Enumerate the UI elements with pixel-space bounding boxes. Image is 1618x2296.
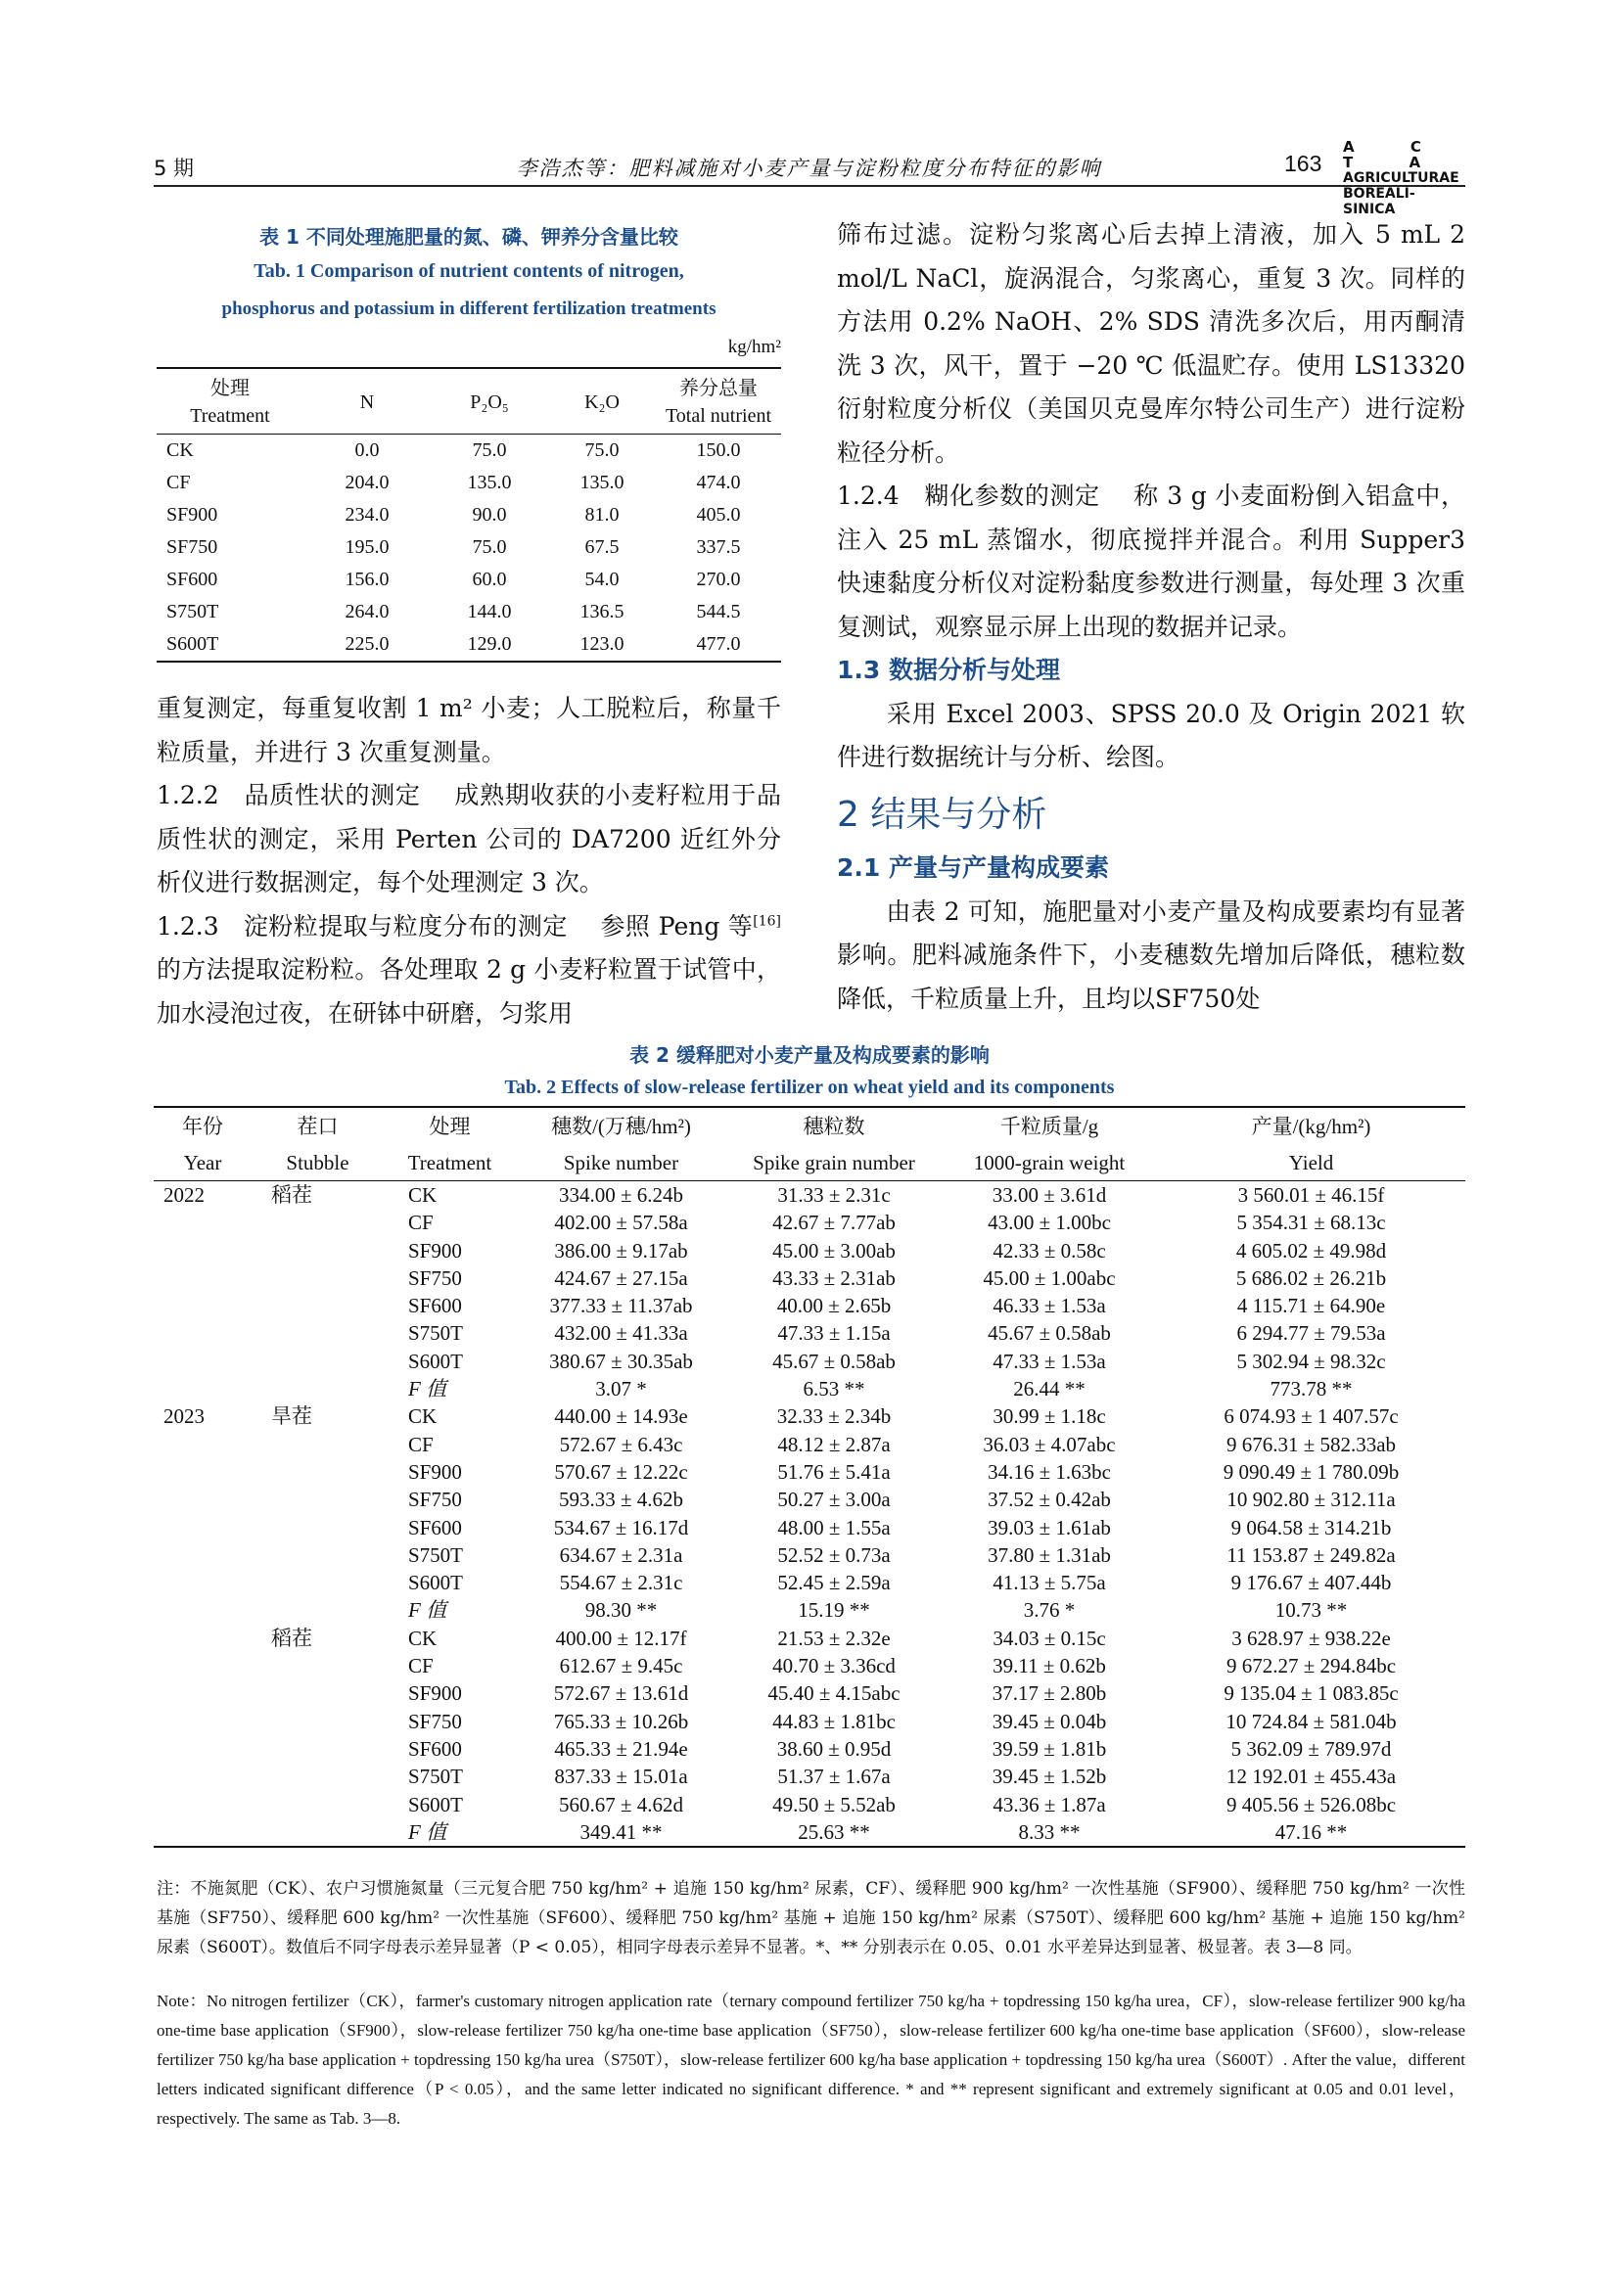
table2-cell <box>154 1486 252 1513</box>
table1-row <box>157 467 781 499</box>
table2-row <box>154 1625 1465 1652</box>
table2-cell: CF <box>408 1211 434 1235</box>
section-1-2-2 <box>157 774 781 905</box>
left-column-text <box>157 687 781 1035</box>
table2-header-spike-grain-en: Spike grain number <box>753 1151 915 1174</box>
table1-row <box>157 628 781 662</box>
table2-cell: 52.45 ± 2.59a <box>777 1571 891 1595</box>
table2-header-yield-en: Yield <box>1288 1151 1334 1174</box>
table2-cell <box>252 1791 384 1818</box>
table2-cell: 47.16 ** <box>1274 1819 1348 1844</box>
table2-header-row-en <box>154 1144 1465 1181</box>
table2-cell: 15.19 ** <box>798 1598 870 1623</box>
table1-cell: 225.0 <box>345 633 390 655</box>
table1-cell: 234.0 <box>345 504 390 526</box>
table2-cell: 432.00 ± 41.33a <box>554 1321 688 1346</box>
table2-cell: 37.52 ± 0.42ab <box>988 1488 1111 1512</box>
table2-cell: 2023 <box>163 1404 205 1429</box>
table1-cell: 405.0 <box>696 504 741 526</box>
table2-cell: F 值 <box>408 1819 447 1844</box>
table2-cell: 32.33 ± 2.34b <box>776 1404 892 1429</box>
table2-cell: 5 302.94 ± 98.32c <box>1236 1349 1386 1373</box>
table1-cell: S750T <box>166 601 219 622</box>
table2-row <box>154 1375 1465 1402</box>
running-title: 李浩杰等：肥料减施对小麦产量与淀粉粒度分布特征的影响 <box>516 157 1102 180</box>
table2-cell: 634.67 ± 2.31a <box>559 1542 683 1567</box>
table1-cell: 135.0 <box>579 472 624 493</box>
table2-cell: 554.67 ± 2.31c <box>559 1571 683 1595</box>
table1-cell: 270.0 <box>696 569 741 590</box>
table2-cell: SF900 <box>408 1681 462 1706</box>
table2-row <box>154 1209 1465 1236</box>
section-body: 称 3 g 小麦面粉倒入铝盒中，注入 25 mL 蒸馏水，彻底搅拌并混合。利用 Supper3 快速黏度分析仪对淀粉黏度参数进行测量，每处理 3 次重复测试，观察显示屏上出现的数据并记录。 <box>837 482 1465 641</box>
table2-cell: 402.00 ± 57.58a <box>554 1211 688 1235</box>
table2-cell <box>252 1209 384 1236</box>
table2-cell: 44.83 ± 1.81bc <box>772 1709 896 1733</box>
table2-cell <box>252 1237 384 1264</box>
table1-header-total: 养分总量 Total nutrient <box>665 378 772 427</box>
table2-cell <box>252 1569 384 1596</box>
journal-logo <box>1343 139 1460 217</box>
table2-cell <box>154 1652 252 1679</box>
table2-header-spike-number-en: Spike number <box>563 1151 679 1174</box>
table2-cell: 10 902.80 ± 312.11a <box>1226 1488 1396 1512</box>
section-body: 参照 Peng 等 <box>600 911 754 941</box>
table2 <box>154 1106 1465 1848</box>
table2-cell: 612.67 ± 9.45c <box>559 1654 683 1678</box>
table2-cell <box>252 1458 384 1486</box>
right-column-text <box>837 213 1465 1021</box>
table1-cell: 337.5 <box>696 536 741 558</box>
table1-caption-cn: 表 1 不同处理施肥量的氮、磷、钾养分含量比较 <box>259 225 678 249</box>
table2-cell: 45.67 ± 0.58ab <box>988 1321 1111 1346</box>
table2-cell: 37.80 ± 1.31ab <box>988 1542 1111 1567</box>
table2-cell: 773.78 ** <box>1270 1377 1353 1401</box>
table2-header-treatment-cn: 处理 <box>429 1115 471 1138</box>
table1-header-k2o: K₂O <box>584 391 620 413</box>
table1-cell: 136.5 <box>579 601 624 622</box>
table2-cell: 40.70 ± 3.36cd <box>772 1654 896 1678</box>
citation-ref: [16] <box>753 913 781 930</box>
issue-number: 5 期 <box>154 157 195 180</box>
table2-cell: 34.16 ± 1.63bc <box>988 1459 1111 1484</box>
table2-cell <box>252 1679 384 1707</box>
table1-cell: 75.0 <box>472 439 507 461</box>
table1-caption-en-1: Tab. 1 Comparison of nutrient contents of nitrogen, <box>254 260 684 282</box>
table2-cell: 9 135.04 ± 1 083.85c <box>1224 1681 1399 1706</box>
table2-cell: 46.33 ± 1.53a <box>993 1294 1106 1318</box>
table2-cell <box>252 1348 384 1375</box>
table2-cell: 349.41 ** <box>579 1819 663 1844</box>
table2-cell <box>154 1763 252 1790</box>
table2-cell: 48.00 ± 1.55a <box>777 1515 891 1539</box>
table2-cell: 377.33 ± 11.37ab <box>549 1294 693 1318</box>
table2-cell: 30.99 ± 1.18c <box>993 1404 1106 1429</box>
table2-cell <box>252 1431 384 1458</box>
table2-cell: 45.00 ± 1.00abc <box>983 1265 1116 1290</box>
table2-cell: 9 676.31 ± 582.33ab <box>1225 1432 1397 1456</box>
table2-header-year-cn: 年份 <box>182 1115 223 1138</box>
table2-cell: SF750 <box>408 1709 462 1733</box>
table2-cell <box>252 1708 384 1735</box>
table2-cell: 45.40 ± 4.15abc <box>767 1681 901 1706</box>
table2-cell: S600T <box>408 1349 464 1373</box>
table1-cell: 156.0 <box>345 569 390 590</box>
section-title: 淀粉粒提取与粒度分布的测定 <box>243 911 568 941</box>
table2-caption-cn: 表 2 缓释肥对小麦产量及构成要素的影响 <box>629 1043 990 1067</box>
table2-cell: 6 074.93 ± 1 407.57c <box>1224 1404 1399 1429</box>
table2-header-yield-cn: 产量/(kg/hm²) <box>1251 1115 1371 1138</box>
table2-row <box>154 1264 1465 1292</box>
table2-note-cn: 注：不施氮肥（CK）、农户习惯施氮量（三元复合肥 750 kg/hm² + 追施 150 kg/hm² 尿素，CF）、缓释肥 900 kg/hm² 一次性基施（SF900）、缓释肥 750 kg/hm² 一次性基施（SF750）、缓释肥 600 kg/hm² 一次性基施（SF600）、缓释肥 750 kg/hm² 基施 + 追施 150 kg/hm² 尿素（S750T）、缓释肥 600 kg/hm² 基施 + 追施 150 kg/hm² 尿素（S600T）。数值后不同字母表示差异显著（P < 0.05），相同字母表示差异不显著。*、** 分别表示在 0.05、0.01 水平差异达到显著、极显著。表 3—8 同。 <box>157 1879 1465 1957</box>
table1-cell: 135.0 <box>467 472 512 493</box>
table2-cell: 334.00 ± 6.24b <box>558 1183 684 1207</box>
table2-cell: S750T <box>408 1321 464 1346</box>
paragraph-yield: 由表 2 可知，施肥量对小麦产量及构成要素均有显著影响。肥料减施条件下，小麦穗数先增加后降低，穗粒数降低，千粒质量上升，且均以SF750处 <box>837 896 1465 1013</box>
table1-cell: 54.0 <box>584 569 620 590</box>
table2-cell: SF750 <box>408 1488 462 1512</box>
table2-row <box>154 1735 1465 1763</box>
table2-cell: 37.17 ± 2.80b <box>992 1681 1107 1706</box>
table2-cell: SF900 <box>408 1459 462 1484</box>
heading-2-1: 2.1 产量与产量构成要素 <box>837 853 1109 882</box>
table1-cell: 195.0 <box>345 536 390 558</box>
table1-cell: 0.0 <box>354 439 380 461</box>
table1-cell: 144.0 <box>467 601 512 622</box>
table2-cell: 33.00 ± 3.61d <box>992 1183 1107 1207</box>
table2-row <box>154 1791 1465 1818</box>
table2-cell <box>154 1292 252 1319</box>
table2-cell <box>154 1791 252 1818</box>
table2-cell: 386.00 ± 9.17ab <box>554 1238 688 1263</box>
table2-cell: 42.67 ± 7.77ab <box>772 1211 896 1235</box>
logo-line-2: AGRICULTURAE <box>1343 170 1459 186</box>
table1-header-n: N <box>359 391 375 413</box>
table2-cell <box>252 1486 384 1513</box>
header-rule <box>154 185 1465 187</box>
table2-cell: 4 605.02 ± 49.98d <box>1235 1238 1387 1263</box>
table1-cell: SF900 <box>166 504 218 526</box>
table2-cell: 41.13 ± 5.75a <box>993 1571 1106 1595</box>
table2-cell <box>252 1596 384 1624</box>
table2-cell: 572.67 ± 13.61d <box>553 1681 689 1706</box>
table2-cell: 45.00 ± 3.00ab <box>772 1238 896 1263</box>
heading-2: 2 结果与分析 <box>837 794 1047 835</box>
table1-cell: SF750 <box>166 536 218 558</box>
table1-header-treatment: 处理 Treatment <box>190 378 270 427</box>
table1-cell: S600T <box>166 633 219 655</box>
section-body-cont: 的方法提取淀粉粒。各处理取 2 g 小麦籽粒置于试管中，加水浸泡过夜，在研钵中研磨，匀浆用 <box>157 955 781 1028</box>
section-1-2-4 <box>837 475 1465 649</box>
table2-cell: 98.30 ** <box>584 1598 658 1623</box>
table2-row <box>154 1569 1465 1596</box>
table2-cell <box>154 1237 252 1264</box>
table2-cell: SF750 <box>408 1265 462 1290</box>
table2-row <box>154 1486 1465 1513</box>
table2-cell: 39.45 ± 0.04b <box>992 1709 1107 1733</box>
table2-cell: 5 686.02 ± 26.21b <box>1235 1265 1387 1290</box>
table2-header-grain-weight-cn: 千粒质量/g <box>999 1115 1099 1138</box>
table2-cell: 10.73 ** <box>1274 1598 1348 1623</box>
table2-cell: CK <box>408 1404 438 1429</box>
table2-row <box>154 1181 1465 1210</box>
table2-cell <box>154 1569 252 1596</box>
table2-cell: 465.33 ± 21.94e <box>554 1736 688 1761</box>
table2-cell: 43.33 ± 2.31ab <box>772 1265 896 1290</box>
table2-cell: 3.07 * <box>595 1377 647 1401</box>
table2-cell: 765.33 ± 10.26b <box>553 1709 689 1733</box>
table2-row <box>154 1348 1465 1375</box>
table1-cell: 75.0 <box>584 439 620 461</box>
table2-cell: 12 192.01 ± 455.43a <box>1225 1765 1397 1789</box>
table2-cell: 40.00 ± 2.65b <box>776 1294 892 1318</box>
table2-row <box>154 1679 1465 1707</box>
paragraph-repeat-measure: 重复测定，每重复收割 1 m² 小麦；人工脱粒后，称量千粒质量，并进行 3 次重复测量。 <box>157 694 781 766</box>
section-number: 1.2.3 <box>157 911 219 941</box>
table2-cell: SF900 <box>408 1238 462 1263</box>
table2-cell <box>154 1708 252 1735</box>
logo-line-3: BOREALI-SINICA <box>1343 186 1415 217</box>
table2-row <box>154 1763 1465 1790</box>
table2-cell <box>252 1541 384 1569</box>
table2-cell <box>252 1652 384 1679</box>
table2-cell: SF600 <box>408 1294 462 1318</box>
table1-cell: 123.0 <box>579 633 624 655</box>
table2-cell <box>252 1735 384 1763</box>
section-title: 糊化参数的测定 <box>924 482 1100 510</box>
table2-cell: 10 724.84 ± 581.04b <box>1225 1709 1397 1733</box>
table2-row <box>154 1237 1465 1264</box>
table2-cell <box>154 1264 252 1292</box>
table2-cell: 572.67 ± 6.43c <box>559 1432 683 1456</box>
table2-cell: CK <box>408 1626 438 1650</box>
table1-cell: 75.0 <box>472 536 507 558</box>
table1-row <box>157 435 781 468</box>
table2-cell: F 值 <box>408 1598 447 1623</box>
section-1-2-3 <box>157 905 781 1036</box>
table2-cell <box>154 1431 252 1458</box>
table2-cell: 31.33 ± 2.31c <box>777 1183 891 1207</box>
table2-cell: SF600 <box>408 1515 462 1539</box>
table2-header-spike-grain-cn: 穗粒数 <box>803 1115 865 1138</box>
table2-cell: 38.60 ± 0.95d <box>776 1736 892 1761</box>
table2-cell: 593.33 ± 4.62b <box>558 1488 684 1512</box>
table1-cell: CF <box>166 472 191 493</box>
table2-row <box>154 1596 1465 1624</box>
table1-row <box>157 531 781 564</box>
table2-cell: 4 115.71 ± 64.90e <box>1236 1294 1386 1318</box>
table1-cell: 81.0 <box>584 504 620 526</box>
table2-cell <box>154 1596 252 1624</box>
table1-cell: 477.0 <box>696 633 741 655</box>
table2-cell <box>154 1348 252 1375</box>
table2-header-year-en: Year <box>183 1151 222 1174</box>
table2-header-grain-weight-en: 1000-grain weight <box>973 1151 1126 1174</box>
table2-header-row-cn <box>154 1107 1465 1144</box>
table2-cell: 39.03 ± 1.61ab <box>988 1515 1111 1539</box>
table2-cell: CF <box>408 1432 434 1456</box>
table2-cell: 48.12 ± 2.87a <box>777 1432 891 1456</box>
table1-cell: 474.0 <box>696 472 741 493</box>
table2-cell <box>252 1818 384 1847</box>
table2-cell: 2022 <box>163 1183 205 1207</box>
table2-row <box>154 1458 1465 1486</box>
page-number: 163 <box>1284 151 1322 176</box>
table1-cell: 204.0 <box>345 472 390 493</box>
table2-cell: 25.63 ** <box>798 1819 870 1844</box>
table2-cell: 9 090.49 ± 1 780.09b <box>1223 1459 1400 1484</box>
table2-cell <box>252 1375 384 1402</box>
table2-cell <box>252 1264 384 1292</box>
table2-cell: 42.33 ± 0.58c <box>993 1238 1106 1263</box>
table1-cell: 544.5 <box>696 601 741 622</box>
table2-cell: 26.44 ** <box>1013 1377 1086 1401</box>
table2-row <box>154 1541 1465 1569</box>
table1-caption-en-2: phosphorus and potassium in different fertilization treatments <box>221 298 717 319</box>
table2-cell <box>154 1818 252 1847</box>
table2-cell: 570.67 ± 12.22c <box>554 1459 688 1484</box>
table2-header-treatment-en: Treatment <box>407 1151 492 1174</box>
table1-row <box>157 564 781 596</box>
table2-cell: 424.67 ± 27.15a <box>554 1265 688 1290</box>
table2-cell: 6.53 ** <box>803 1377 865 1401</box>
table2-cell: 43.36 ± 1.87a <box>993 1792 1106 1816</box>
table2-cell: 837.33 ± 15.01a <box>554 1765 688 1789</box>
table2-cell: 560.67 ± 4.62d <box>558 1792 684 1816</box>
section-number: 1.2.2 <box>157 781 219 809</box>
table2-cell: 49.50 ± 5.52ab <box>772 1792 896 1816</box>
table2-cell: 8.33 ** <box>1018 1819 1081 1844</box>
table2-cell: 45.67 ± 0.58ab <box>772 1349 896 1373</box>
table2-row <box>154 1402 1465 1430</box>
table2-cell <box>154 1625 252 1652</box>
section-number: 1.2.4 <box>837 482 900 510</box>
table1-row <box>157 499 781 531</box>
paragraph-sieve: 筛布过滤。淀粉匀浆离心后去掉上清液，加入 5 mL 2 mol/L NaCl，旋涡混合，匀浆离心，重复 3 次。同样的方法用 0.2% NaOH、2% SDS 清洗多次后，用丙酮清洗 3 次，风干，置于 −20 ℃ 低温贮存。使用 LS13320 衍射粒度分析仪（美国贝克曼库尔特公司生产）进行淀粉粒径分析。 <box>837 220 1465 467</box>
heading-1-3: 1.3 数据分析与处理 <box>837 656 1060 684</box>
table1-cell: SF600 <box>166 569 218 590</box>
table2-cell: 47.33 ± 1.15a <box>777 1321 891 1346</box>
table2-row <box>154 1818 1465 1847</box>
table2-row <box>154 1431 1465 1458</box>
table2-cell: 47.33 ± 1.53a <box>993 1349 1106 1373</box>
table2-header-spike-number-cn: 穗数/(万穗/hm²) <box>551 1115 691 1138</box>
table1-cell: 264.0 <box>345 601 390 622</box>
table2-note-en: Note：No nitrogen fertilizer（CK），farmer's customary nitrogen application rate（ternary compound fertilizer 750 kg/ha + topdressing 150 kg/ha urea，CF），slow-release fertilizer 900 kg/ha one-time base application（SF900），slow-release fertilizer 750 kg/ha one-time base application（SF750），slow-release fertilizer 600 kg/ha one-time base application（SF600），slow-release fertilizer 750 kg/ha base application + topdressing 150 kg/ha urea（S750T），slow-release fertilizer 600 kg/ha base application + topdressing 150 kg/ha urea（S600T）. After the value，different letters indicated significant difference（P < 0.05），and the same letter indicated no significant difference. * and ** represent significant and extremely significant at 0.05 and 0.01 level，respectively. The same as Tab. 3—8. <box>157 1992 1465 2128</box>
table1-cell: 129.0 <box>467 633 512 655</box>
table2-row <box>154 1319 1465 1347</box>
table2-cell <box>154 1209 252 1236</box>
table2-cell <box>154 1514 252 1541</box>
table2-cell <box>252 1319 384 1347</box>
logo-line-1: A C T A <box>1343 138 1447 171</box>
table2-row <box>154 1292 1465 1319</box>
table1-cell: 60.0 <box>472 569 507 590</box>
table1-header-row <box>157 368 781 435</box>
table2-cell: S750T <box>408 1765 464 1789</box>
table2-cell: 21.53 ± 2.32e <box>777 1626 891 1650</box>
table2-cell <box>252 1514 384 1541</box>
table2-row <box>154 1708 1465 1735</box>
table2-row <box>154 1514 1465 1541</box>
table2-header-stubble-en: Stubble <box>286 1151 349 1174</box>
table2-cell: 3.76 * <box>1023 1598 1076 1623</box>
table1-row <box>157 596 781 628</box>
table1-cell: 150.0 <box>696 439 741 461</box>
table2-cell: 11 153.87 ± 249.82a <box>1226 1542 1396 1567</box>
table2-cell: 39.11 ± 0.62b <box>993 1654 1106 1678</box>
table2-cell: 400.00 ± 12.17f <box>555 1626 687 1650</box>
table2-cell: 34.03 ± 0.15c <box>993 1626 1106 1650</box>
table2-cell: 旱茬 <box>271 1404 312 1429</box>
table2-cell: 9 405.56 ± 526.08bc <box>1225 1792 1397 1816</box>
paragraph-data-analysis: 采用 Excel 2003、SPSS 20.0 及 Origin 2021 软件进行数据统计与分析、绘图。 <box>837 699 1465 771</box>
table2-cell: CK <box>408 1183 438 1207</box>
table2-cell <box>154 1735 252 1763</box>
table2-cell: 43.00 ± 1.00bc <box>988 1211 1111 1235</box>
table2-cell: 52.52 ± 0.73a <box>777 1542 891 1567</box>
table2-cell: 3 628.97 ± 938.22e <box>1231 1626 1391 1650</box>
table2-cell <box>252 1763 384 1790</box>
table2-cell: 6 294.77 ± 79.53a <box>1236 1321 1386 1346</box>
table1-cell: 67.5 <box>584 536 620 558</box>
section-title: 品质性状的测定 <box>244 781 421 809</box>
table2-header-stubble-cn: 茬口 <box>297 1115 339 1138</box>
table2-cell: F 值 <box>408 1377 447 1401</box>
table2-row <box>154 1652 1465 1679</box>
table2-cell: S600T <box>408 1792 464 1816</box>
table1-cell: 90.0 <box>472 504 507 526</box>
table2-cell: 5 354.31 ± 68.13c <box>1236 1211 1386 1235</box>
table2-cell: 9 672.27 ± 294.84bc <box>1225 1654 1397 1678</box>
table2-cell: 51.37 ± 1.67a <box>777 1765 891 1789</box>
table2-cell: 50.27 ± 3.00a <box>777 1488 891 1512</box>
table2-cell: 39.45 ± 1.52b <box>992 1765 1107 1789</box>
table2-cell <box>154 1458 252 1486</box>
table1-header-p2o5: P₂O₅ <box>470 391 509 413</box>
table2-cell: 39.59 ± 1.81b <box>992 1736 1107 1761</box>
table2-cell: S750T <box>408 1542 464 1567</box>
table2-caption-en: Tab. 2 Effects of slow-release fertilizer on wheat yield and its components <box>504 1077 1115 1098</box>
table2-cell <box>154 1541 252 1569</box>
table1-unit: kg/hm² <box>727 337 781 357</box>
table2-cell: 36.03 ± 4.07abc <box>983 1432 1116 1456</box>
table2-cell: 534.67 ± 16.17d <box>553 1515 689 1539</box>
table2-cell <box>154 1679 252 1707</box>
table2-cell: 5 362.09 ± 789.97d <box>1230 1736 1392 1761</box>
table2-cell: SF600 <box>408 1736 462 1761</box>
table2-cell: 9 064.58 ± 314.21b <box>1230 1515 1392 1539</box>
table2-cell: 440.00 ± 14.93e <box>554 1404 688 1429</box>
table2-cell: 9 176.67 ± 407.44b <box>1230 1571 1392 1595</box>
section-body: 成熟期收获的小麦籽粒用于品质性状的测定，采用 Perten 公司的 DA7200 近红外分析仪进行数据测定，每个处理测定 3 次。 <box>157 781 781 896</box>
table2-cell: 稻茬 <box>271 1626 312 1650</box>
table2-cell: CF <box>408 1654 434 1678</box>
table1 <box>157 367 781 663</box>
table1-cell: CK <box>166 439 194 461</box>
table2-cell: 3 560.01 ± 46.15f <box>1237 1183 1385 1207</box>
table2-cell: S600T <box>408 1571 464 1595</box>
table2-cell <box>154 1375 252 1402</box>
table2-cell <box>252 1292 384 1319</box>
table2-cell: 380.67 ± 30.35ab <box>549 1349 693 1373</box>
table2-cell: 稻茬 <box>271 1183 312 1207</box>
table2-cell <box>154 1319 252 1347</box>
table2-cell: 51.76 ± 5.41a <box>777 1459 891 1484</box>
